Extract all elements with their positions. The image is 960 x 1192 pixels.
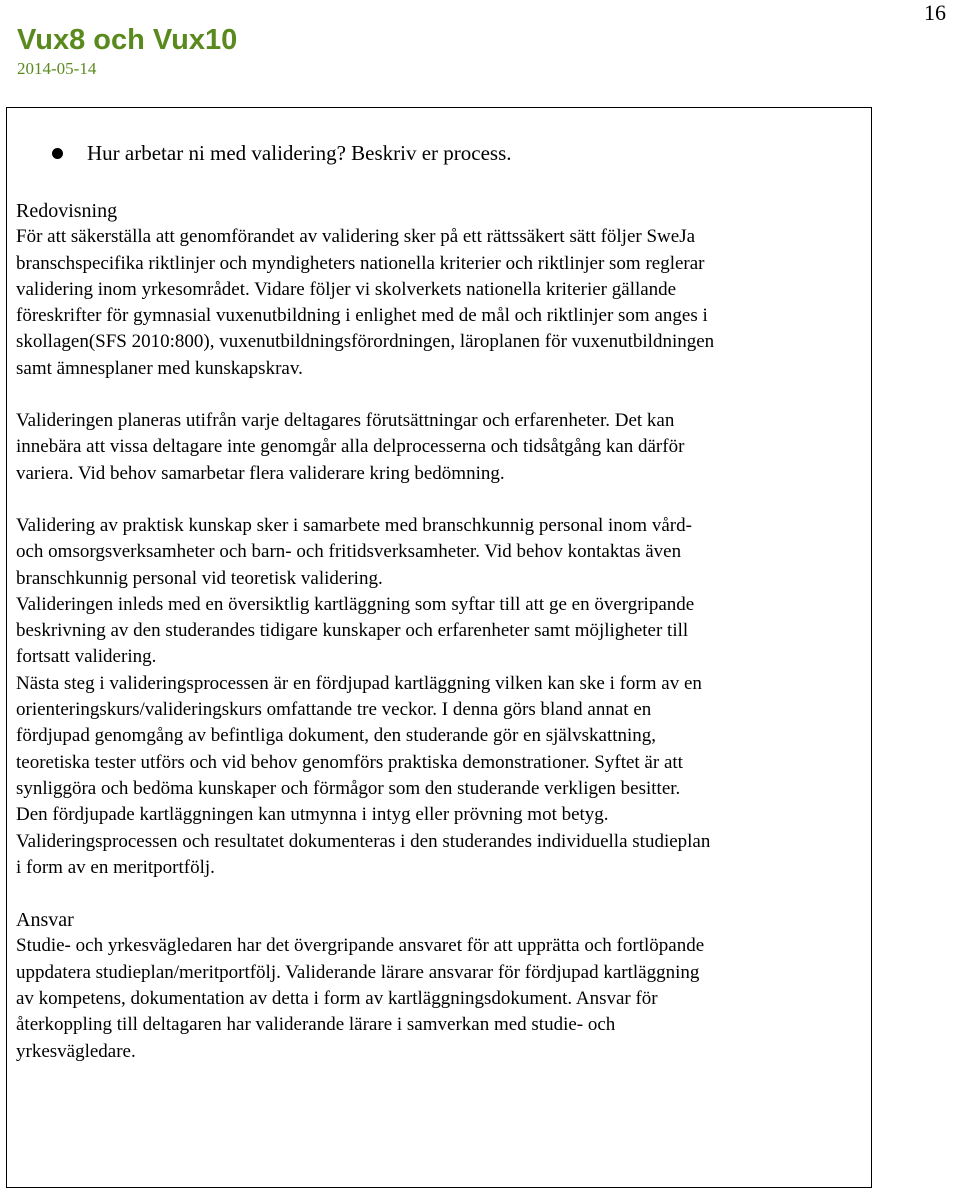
text-line: Validering av praktisk kunskap sker i samarbete med branschkunnig personal inom vård- [16, 514, 692, 536]
text-line: och omsorgsverksamheter och barn- och fritidsverksamheter. Vid behov kontaktas även [16, 541, 682, 563]
document-title: Vux8 och Vux10 [17, 24, 238, 56]
text-line: Den fördjupade kartläggningen kan utmynna i intyg eller prövning mot betyg. [16, 804, 609, 826]
text-line: fortsatt validering. [16, 646, 157, 668]
paragraph-spacer [16, 881, 866, 907]
text-line: Valideringsprocessen och resultatet dokumenteras i den studerandes individuella studieplan [16, 830, 711, 852]
section-heading-redovisning: Redovisning [16, 200, 118, 222]
text-line: Valideringen inleds med en översiktlig kartläggning som syftar till att ge en övergripande [16, 593, 695, 615]
page-number: 16 [924, 0, 946, 25]
bullet-icon [52, 148, 63, 159]
text-line: föreskrifter för gymnasial vuxenutbildning i enlighet med de mål och riktlinjer som anges i [16, 305, 708, 327]
text-line: skollagen(SFS 2010:800), vuxenutbildningsförordningen, läroplanen för vuxenutbildningen [16, 331, 715, 353]
text-line: branschspecifika riktlinjer och myndigheters nationella kriterier och riktlinjer som reglerar [16, 252, 705, 274]
paragraph-spacer [16, 382, 866, 408]
text-line: validering inom yrkesområdet. Vidare följer vi skolverkets nationella kriterier gällande [16, 278, 677, 300]
text-line: uppdatera studieplan/meritportfölj. Validerande lärare ansvarar för fördjupad kartläggning [16, 961, 700, 983]
text-line: teoretiska tester utförs och vid behov genomförs praktiska demonstrationer. Syftet är att [16, 751, 683, 773]
text-line: innebära att vissa deltagare inte genomgår alla delprocesserna och tidsåtgång kan därför [16, 436, 685, 458]
text-line: återkoppling till deltagaren har validerande lärare i samverkan med studie- och [16, 1014, 616, 1036]
text-line: Studie- och yrkesvägledaren har det övergripande ansvaret för att upprätta och fortlöpande [16, 935, 705, 957]
paragraph-process [16, 513, 866, 881]
answer-content [16, 198, 866, 1065]
text-line: branschkunnig personal vid teoretisk validering. [16, 567, 383, 589]
text-line: beskrivning av den studerandes tidigare kunskaper och erfarenheter samt möjligheter till [16, 620, 689, 642]
text-line: orienteringskurs/valideringskurs omfattande tre veckor. I denna görs bland annat en [16, 699, 652, 721]
section-heading-ansvar: Ansvar [16, 909, 74, 932]
text-line: i form av en meritportfölj. [16, 856, 215, 878]
question-item [44, 140, 512, 166]
paragraph-redovisning [16, 224, 866, 382]
text-line: yrkesvägledare. [16, 1040, 136, 1062]
paragraph-ansvar [16, 933, 866, 1064]
text-line: För att säkerställa att genomförandet av validering sker på ett rättssäkert sätt följer SweJa [16, 226, 696, 248]
paragraph-spacer [16, 487, 866, 513]
text-line: fördjupad genomgång av befintliga dokument, den studerande gör en självskattning, [16, 725, 657, 747]
text-line: av kompetens, dokumentation av detta i form av kartläggningsdokument. Ansvar för [16, 988, 658, 1010]
question-text: Hur arbetar ni med validering? Beskriv er process. [87, 141, 512, 165]
text-line: synliggöra och bedöma kunskaper och förmågor som den studerande verkligen besitter. [16, 777, 681, 799]
text-line: samt ämnesplaner med kunskapskrav. [16, 357, 303, 379]
text-line: Valideringen planeras utifrån varje deltagares förutsättningar och erfarenheter. Det kan [16, 410, 675, 432]
paragraph-planering [16, 408, 866, 487]
document-date: 2014-05-14 [17, 59, 97, 78]
text-line: variera. Vid behov samarbetar flera validerare kring bedömning. [16, 462, 505, 484]
text-line: Nästa steg i valideringsprocessen är en fördjupad kartläggning vilken kan ske i form av en [16, 672, 702, 694]
